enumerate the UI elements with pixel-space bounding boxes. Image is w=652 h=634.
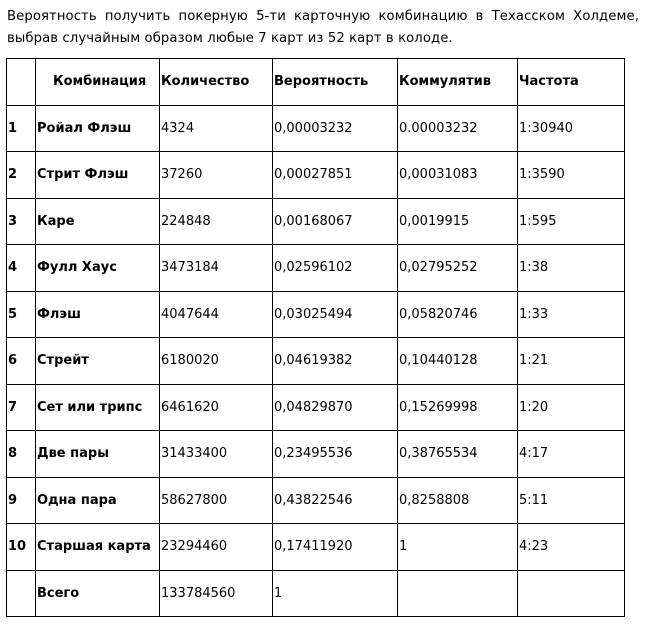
cell-cumulative: 0,15269998 [398,384,518,431]
cell-combination: Каре [36,198,160,245]
cell-num: 7 [7,384,36,431]
cell-combination: Всего [36,570,160,617]
header-num [7,59,36,106]
cell-count: 3473184 [160,245,273,292]
cell-count: 58627800 [160,477,273,524]
cell-frequency: 4:17 [518,431,625,478]
cell-count: 224848 [160,198,273,245]
cell-count: 31433400 [160,431,273,478]
table-row [7,198,625,245]
cell-num [7,570,36,617]
cell-cumulative: 1 [398,524,518,571]
cell-count: 6461620 [160,384,273,431]
table-row [7,477,625,524]
header-probability: Вероятность [273,59,398,106]
cell-probability: 0,00027851 [273,152,398,199]
table-row [7,245,625,292]
cell-cumulative: 0,38765534 [398,431,518,478]
cell-cumulative: 0,0019915 [398,198,518,245]
table-row [7,338,625,385]
cell-count: 6180020 [160,338,273,385]
cell-frequency: 1:20 [518,384,625,431]
cell-probability: 0,43822546 [273,477,398,524]
cell-cumulative [398,570,518,617]
cell-num: 8 [7,431,36,478]
cell-frequency: 1:30940 [518,105,625,152]
cell-frequency: 1:21 [518,338,625,385]
cell-probability: 0,02596102 [273,245,398,292]
table-row [7,384,625,431]
cell-probability: 0,23495536 [273,431,398,478]
cell-frequency [518,570,625,617]
cell-frequency: 5:11 [518,477,625,524]
cell-combination: Старшая карта [36,524,160,571]
table-row [7,105,625,152]
cell-count: 4324 [160,105,273,152]
cell-num: 2 [7,152,36,199]
cell-probability: 0,00168067 [273,198,398,245]
cell-cumulative: 0,10440128 [398,338,518,385]
cell-probability: 0,00003232 [273,105,398,152]
cell-count: 133784560 [160,570,273,617]
cell-num: 4 [7,245,36,292]
cell-probability: 0,04829870 [273,384,398,431]
cell-count: 4047644 [160,291,273,338]
table-row [7,524,625,571]
cell-cumulative: 0,00031083 [398,152,518,199]
cell-combination: Ройал Флэш [36,105,160,152]
cell-cumulative: 0,8258808 [398,477,518,524]
header-frequency: Частота [518,59,625,106]
header-count: Количество [160,59,273,106]
cell-count: 23294460 [160,524,273,571]
cell-combination: Две пары [36,431,160,478]
cell-combination: Стрейт [36,338,160,385]
cell-cumulative: 0.00003232 [398,105,518,152]
header-combination: Комбинация [36,59,160,106]
cell-probability: 0,17411920 [273,524,398,571]
cell-frequency: 4:23 [518,524,625,571]
cell-frequency: 1:3590 [518,152,625,199]
table-row [7,291,625,338]
cell-num: 3 [7,198,36,245]
cell-combination: Флэш [36,291,160,338]
table-row [7,570,625,617]
cell-cumulative: 0,02795252 [398,245,518,292]
table-row [7,431,625,478]
cell-probability: 0,04619382 [273,338,398,385]
cell-combination: Одна пара [36,477,160,524]
cell-num: 6 [7,338,36,385]
cell-probability: 1 [273,570,398,617]
table-header-row [7,59,625,106]
cell-num: 5 [7,291,36,338]
intro-paragraph: Вероятность получить покерную 5-ти карточную комбинацию в Техасском Холдеме, выбрав случайным образом любые 7 карт из 52 карт в колоде. [7,9,639,46]
cell-probability: 0,03025494 [273,291,398,338]
cell-frequency: 1:595 [518,198,625,245]
cell-combination: Сет или трипс [36,384,160,431]
cell-count: 37260 [160,152,273,199]
cell-num: 10 [7,524,36,571]
table-row [7,152,625,199]
cell-frequency: 1:38 [518,245,625,292]
poker-probability-table [6,58,625,617]
cell-combination: Стрит Флэш [36,152,160,199]
cell-frequency: 1:33 [518,291,625,338]
cell-num: 9 [7,477,36,524]
header-cumulative: Коммулятив [398,59,518,106]
cell-combination: Фулл Хаус [36,245,160,292]
cell-num: 1 [7,105,36,152]
cell-cumulative: 0,05820746 [398,291,518,338]
